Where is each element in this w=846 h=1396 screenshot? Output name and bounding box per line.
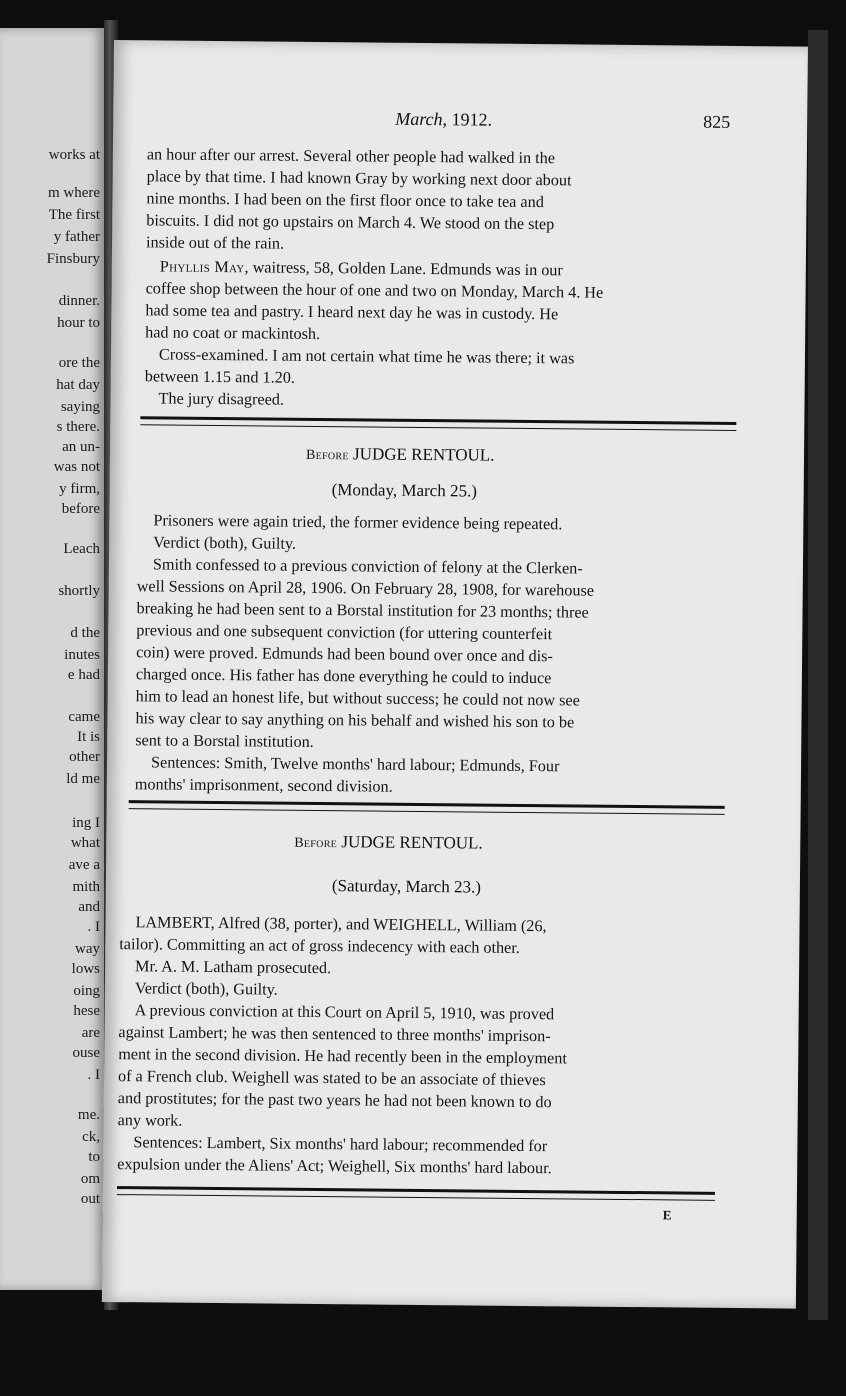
left-fragment: m where <box>47 185 100 201</box>
text-line: against Lambert; he was then sentenced to three months' imprison- <box>118 1023 551 1046</box>
text-line: Sentences: Lambert, Six months' hard labour; recommended for <box>133 1133 548 1156</box>
left-fragment: e had <box>67 667 100 683</box>
text-line: The jury disagreed. <box>158 389 285 409</box>
left-fragment: dinner. <box>58 293 100 309</box>
left-fragment: ore the <box>58 355 100 371</box>
section-rule <box>129 800 725 815</box>
left-fragment: ck, <box>82 1129 100 1145</box>
left-fragment: before <box>61 501 100 517</box>
page-header <box>113 106 807 137</box>
text-line: breaking he had been sent to a Borstal institution for 23 months; three <box>136 599 589 622</box>
heading-judge: JUDGE RENTOUL. <box>348 444 495 465</box>
text-line: A previous conviction at this Court on April 5, 1910, was proved <box>134 1001 555 1024</box>
text-line: his way clear to say anything on his behalf and wished his son to be <box>135 709 575 732</box>
text-line: Smith confessed to a previous conviction of felony at the Clerken- <box>152 555 583 578</box>
text-line: place by that time. I had known Gray by working next door about <box>146 167 572 190</box>
left-fragment: was not <box>53 459 100 475</box>
left-fragment: y firm, <box>59 481 100 497</box>
left-fragment: d the <box>70 625 100 641</box>
page-edge-shadow <box>808 30 828 1320</box>
text-line: had no coat or mackintosh. <box>145 323 321 343</box>
text-line: Cross-examined. I am not certain what time he was there; it was <box>158 345 575 368</box>
left-fragment: s there. <box>56 419 100 435</box>
text-line: charged once. His father has done everything he could to induce <box>135 665 552 688</box>
left-fragment: saying <box>60 399 100 415</box>
left-fragment: ouse <box>72 1045 100 1061</box>
section-heading <box>294 832 483 854</box>
left-page <box>0 28 104 1290</box>
left-fragment: came <box>68 709 100 725</box>
left-fragment: out <box>80 1191 100 1207</box>
text-line: nine months. I had been on the first floor once to take tea and <box>146 189 544 212</box>
heading-before: Before <box>294 835 338 852</box>
running-head-month: March <box>395 108 443 130</box>
text-line: Verdict (both), Guilty. <box>134 979 278 999</box>
text-line: LAMBERT, Alfred (38, porter), and WEIGHELL, William (26, <box>135 913 547 936</box>
left-fragment: way <box>75 941 100 957</box>
left-fragment: what <box>70 835 100 851</box>
text-line: well Sessions on April 28, 1906. On February 28, 1908, for warehouse <box>136 577 595 600</box>
left-fragment: me. <box>77 1107 100 1123</box>
text-line: biscuits. I did not go upstairs on March 4. We stood on the step <box>146 211 555 234</box>
witness-name: Phyllis May <box>159 257 245 277</box>
heading-judge: JUDGE RENTOUL. <box>337 832 483 853</box>
left-fragment: shortly <box>58 583 100 599</box>
text-line: between 1.15 and 1.20. <box>144 367 296 387</box>
left-fragment: an un- <box>62 439 100 455</box>
left-fragment: . I <box>87 919 100 935</box>
left-fragment: ing I <box>72 815 100 831</box>
section-date: (Saturday, March 23.) <box>331 876 481 897</box>
left-fragment: The first <box>48 207 100 223</box>
left-fragment: to <box>88 1149 100 1165</box>
section-date: (Monday, March 25.) <box>331 480 478 501</box>
left-fragment: It is <box>77 729 100 745</box>
left-fragment: ld me <box>66 771 100 787</box>
witness-line-rest: , waitress, 58, Golden Lane. Edmunds was in our <box>244 258 563 280</box>
witness-line <box>160 258 563 278</box>
text-line: an hour after our arrest. Several other people had walked in the <box>146 145 556 168</box>
page-number: 825 <box>703 111 731 132</box>
left-fragment: oing <box>73 983 100 999</box>
left-fragment: hour to <box>57 315 100 331</box>
text-line: ment in the second division. He had recently been in the employment <box>118 1045 567 1068</box>
text-line: tailor). Committing an act of gross indecency with each other. <box>119 935 520 957</box>
text-line: any work. <box>117 1111 183 1130</box>
left-fragment: lows <box>71 961 100 977</box>
right-page <box>102 40 808 1309</box>
text-line: expulsion under the Aliens' Act; Weighell, Six months' hard labour. <box>117 1155 552 1178</box>
text-line: Prisoners were again tried, the former evidence being repeated. <box>153 511 563 534</box>
text-line: sent to a Borstal institution. <box>135 731 314 751</box>
left-fragment: are <box>81 1025 100 1041</box>
text-line: coffee shop between the hour of one and two on Monday, March 4. He <box>145 279 604 302</box>
heading-before: Before <box>305 447 349 464</box>
text-line: Verdict (both), Guilty. <box>153 533 297 553</box>
signature-mark: E <box>662 1207 672 1223</box>
text-line: had some tea and pastry. I heard next day he was in custody. He <box>145 301 559 324</box>
left-fragment: other <box>69 749 100 765</box>
left-fragment: and <box>78 899 100 915</box>
section-heading <box>306 444 495 466</box>
left-fragment: hat day <box>56 377 100 393</box>
running-head-year: , 1912. <box>442 109 493 130</box>
text-line: coin) were proved. Edmunds had been bound over once and dis- <box>136 643 553 666</box>
left-fragment: mith <box>72 879 100 895</box>
text-line: and prostitutes; for the past two years he had not been known to do <box>117 1089 552 1112</box>
text-line: Sentences: Smith, Twelve months' hard labour; Edmunds, Four <box>150 753 560 776</box>
left-fragment: hese <box>73 1003 100 1019</box>
text-line: inside out of the rain. <box>145 233 285 253</box>
left-fragment: works at <box>48 147 100 163</box>
section-rule <box>140 416 736 431</box>
text-line: him to lead an honest life, but without success; he could not now see <box>135 687 580 710</box>
left-fragment: inutes <box>64 647 100 663</box>
left-fragment: y father <box>53 229 100 245</box>
text-line: previous and one subsequent conviction (for uttering counterfeit <box>136 621 553 644</box>
text-line: Mr. A. M. Latham prosecuted. <box>135 957 332 978</box>
text-line: of a French club. Weighell was stated to be an associate of thieves <box>117 1067 546 1090</box>
section-rule <box>117 1186 715 1201</box>
left-fragment: Finsbury <box>46 251 100 267</box>
left-fragment: Leach <box>63 541 100 557</box>
text-line: months' imprisonment, second division. <box>134 775 393 796</box>
left-fragment: om <box>80 1171 100 1187</box>
running-head <box>395 109 492 131</box>
left-fragment: ave a <box>68 857 100 873</box>
left-fragment: . I <box>87 1067 100 1083</box>
